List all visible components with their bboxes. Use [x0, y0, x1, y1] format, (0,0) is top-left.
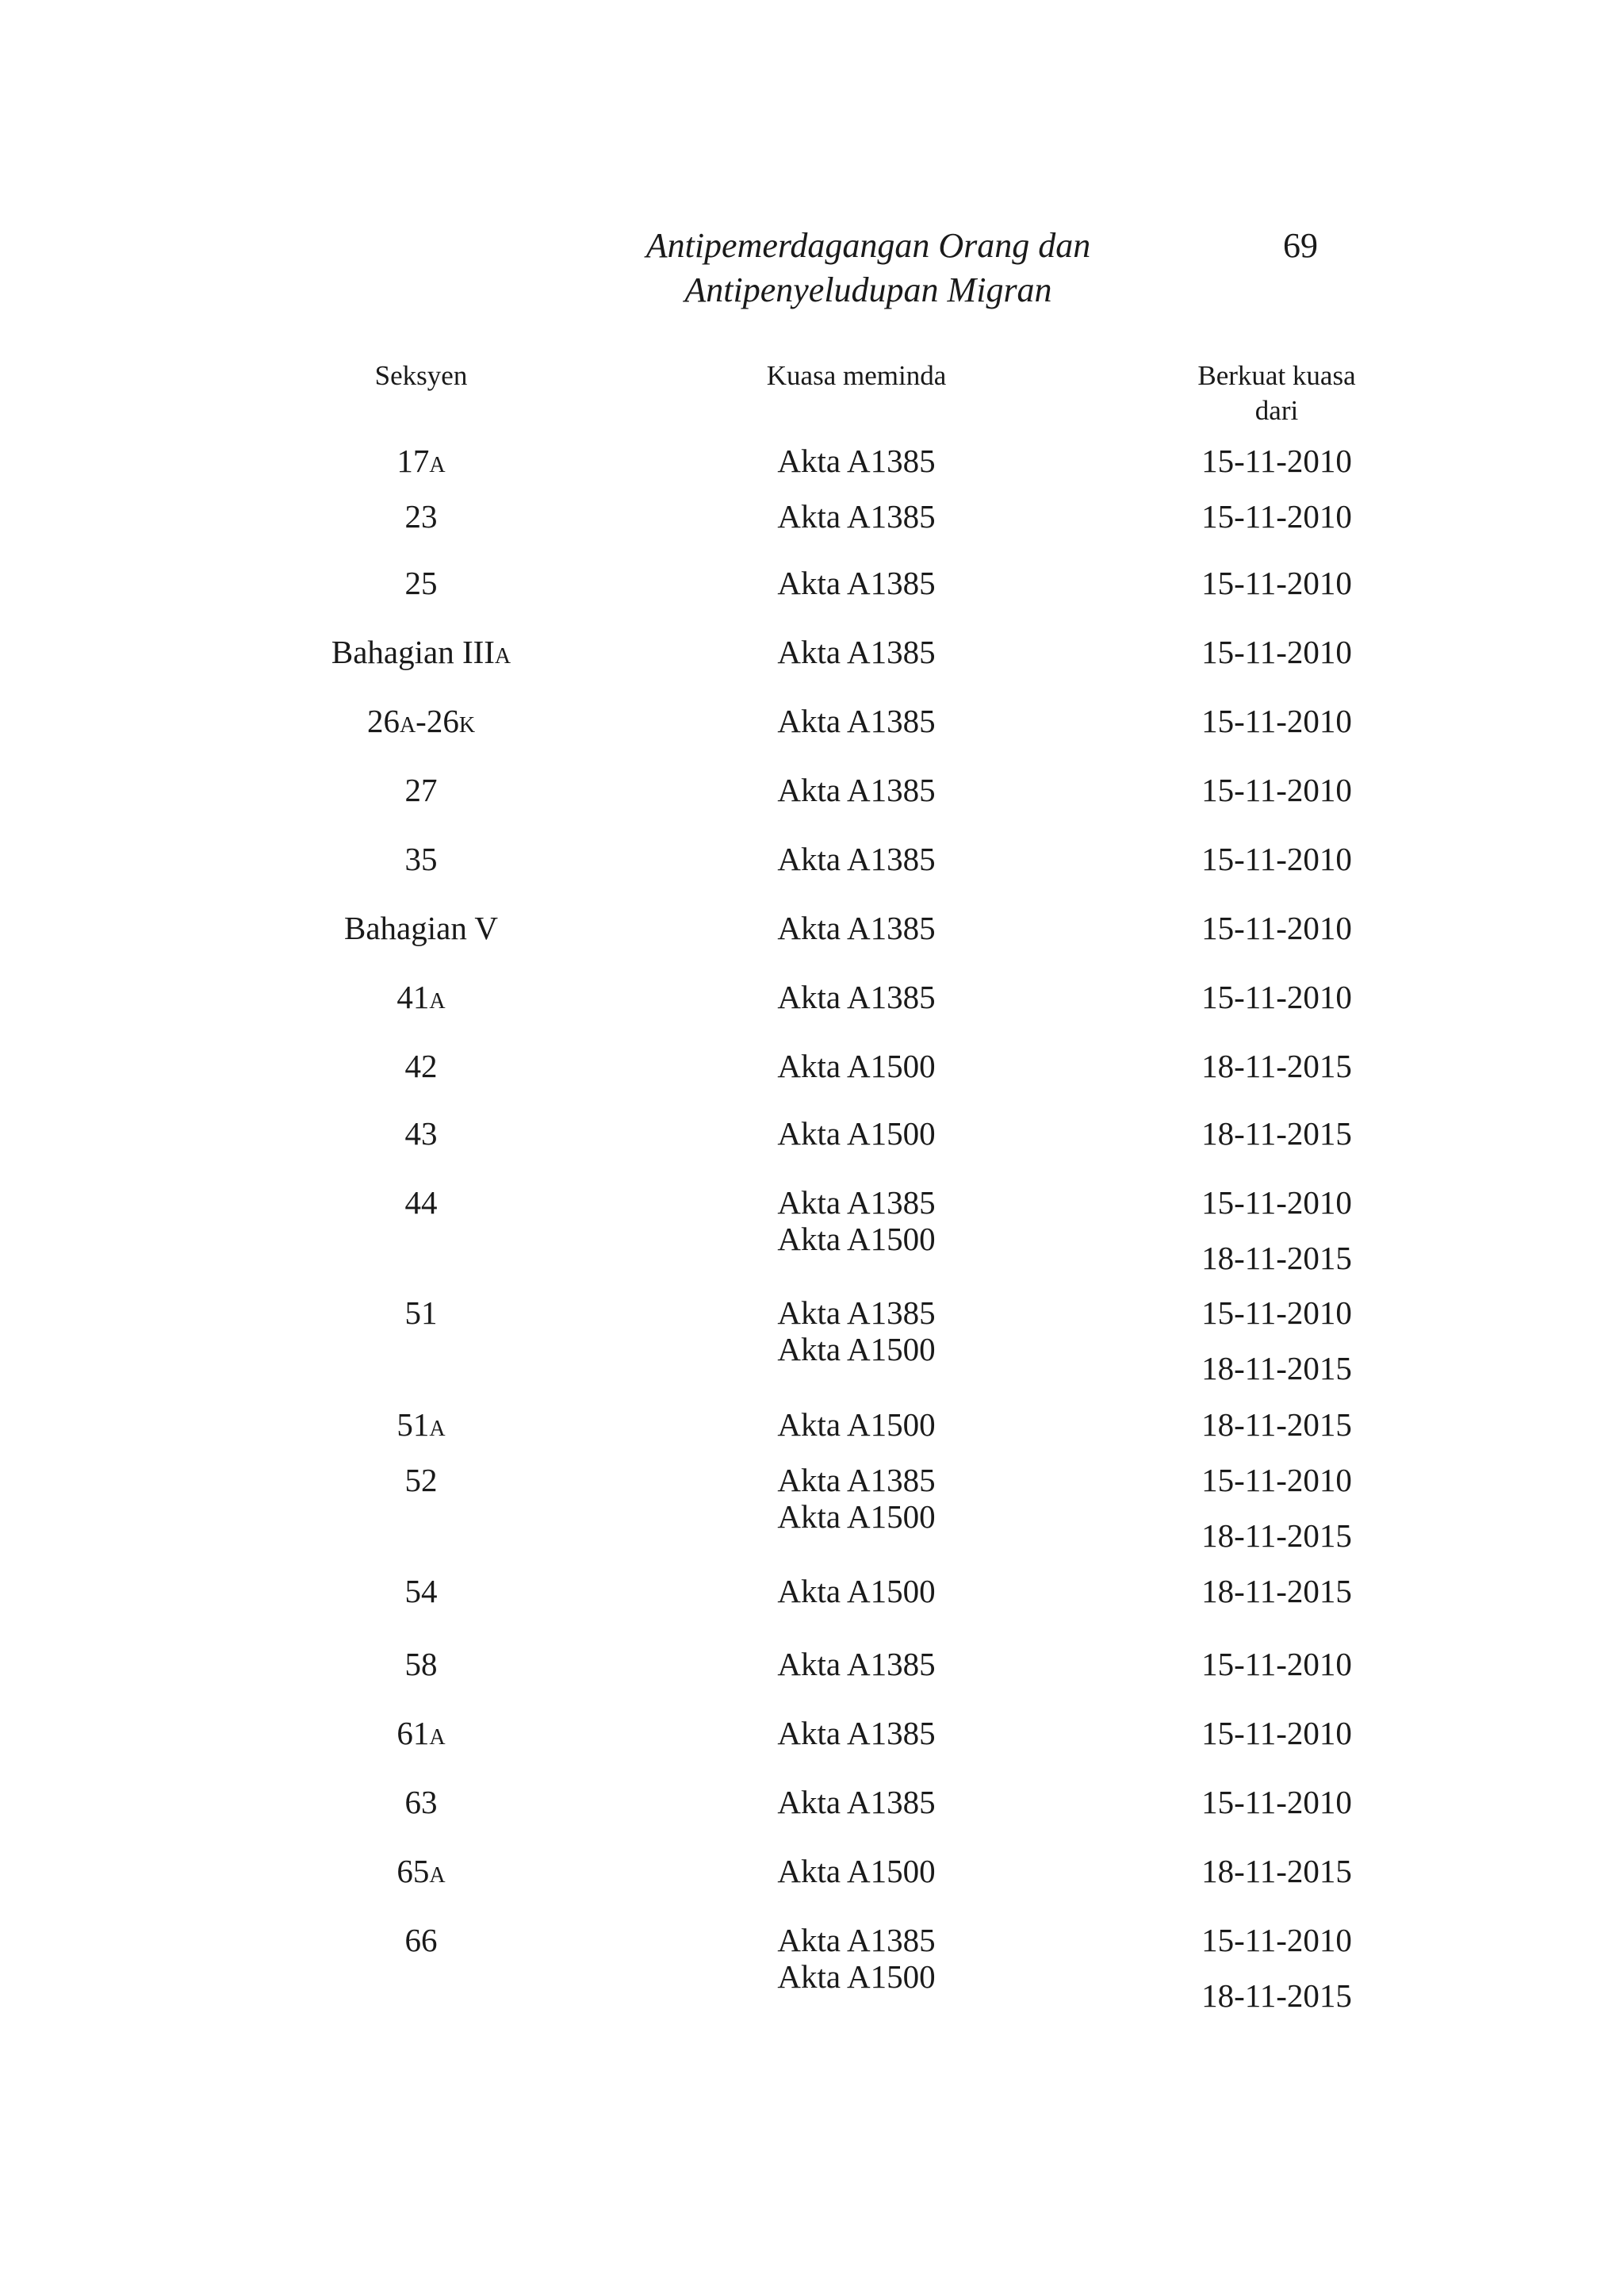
section-cell — [290, 443, 552, 484]
effective-date-cell — [1134, 634, 1419, 670]
effective-date-cell — [1134, 443, 1419, 479]
effective-date-cell — [1134, 498, 1419, 535]
amending-act: Akta A1500 — [777, 1115, 936, 1152]
effective-date-cell — [1134, 1184, 1419, 1276]
section-cell — [290, 1715, 552, 1756]
column-header-power: Kuasa meminda — [766, 360, 947, 391]
section-cell — [290, 1294, 552, 1331]
section-number: 66 — [404, 1922, 438, 1958]
table-row — [0, 1573, 1624, 1628]
effective-date: 15-11-2010 — [1201, 1922, 1352, 1958]
table-row — [0, 498, 1624, 554]
amending-act: Akta A1500 — [777, 1853, 936, 1889]
section-number: 41 — [396, 979, 430, 1015]
effective-date: 15-11-2010 — [1201, 634, 1352, 670]
section-number: 17 — [396, 443, 430, 479]
effective-date-cell — [1134, 1462, 1419, 1554]
amending-act: Akta A1385 — [777, 703, 936, 739]
power-cell — [698, 1048, 1015, 1084]
section-suffix-end: K — [458, 713, 476, 738]
table-row — [0, 1646, 1624, 1701]
amending-act: Akta A1385 — [777, 772, 936, 808]
section-cell — [290, 979, 552, 1020]
power-cell — [698, 565, 1015, 601]
effective-date-cell — [1134, 910, 1419, 946]
power-cell — [698, 703, 1015, 739]
section-suffix: A — [429, 989, 446, 1014]
title-line-1: Antipemerdagangan Orang dan — [645, 226, 1091, 265]
section-cell — [290, 703, 552, 744]
table-row — [0, 443, 1624, 498]
section-cell — [290, 841, 552, 877]
table-row — [0, 1784, 1624, 1839]
effective-date: 18-11-2015 — [1201, 1853, 1352, 1889]
power-cell — [698, 1462, 1015, 1535]
power-cell — [698, 1115, 1015, 1152]
effective-date-cell — [1134, 1406, 1419, 1443]
table-row — [0, 1294, 1624, 1386]
section-cell — [290, 772, 552, 808]
effective-date: 15-11-2010 — [1201, 498, 1352, 535]
amending-act: Akta A1385 — [777, 841, 936, 877]
effective-date-cell — [1134, 1853, 1419, 1889]
power-cell — [698, 1184, 1015, 1257]
section-number: 63 — [404, 1784, 438, 1820]
effective-date-cell — [1134, 1646, 1419, 1682]
effective-date-cell — [1134, 841, 1419, 877]
section-number: Bahagian V — [344, 910, 498, 946]
table-row — [0, 910, 1624, 965]
effective-date: 15-11-2010 — [1201, 1294, 1352, 1331]
section-number: 65 — [396, 1853, 430, 1889]
effective-date-cell — [1134, 1294, 1419, 1386]
power-cell — [698, 443, 1015, 479]
section-number: Bahagian III — [331, 634, 495, 670]
table-row — [0, 841, 1624, 896]
table-row — [0, 1922, 1624, 2014]
column-header-effective — [1134, 359, 1419, 428]
section-suffix: A — [494, 644, 511, 669]
section-suffix: A — [429, 1725, 446, 1750]
table-row — [0, 1715, 1624, 1770]
section-number: 54 — [404, 1573, 438, 1609]
power-cell — [698, 498, 1015, 535]
effective-date: 15-11-2010 — [1201, 1784, 1352, 1820]
section-cell — [290, 1784, 552, 1820]
effective-date-cell — [1134, 1048, 1419, 1084]
section-suffix: A — [429, 1863, 446, 1888]
table-row — [0, 772, 1624, 827]
section-number: 43 — [404, 1115, 438, 1152]
section-number: 42 — [404, 1048, 438, 1084]
section-number: 27 — [404, 772, 438, 808]
section-cell — [290, 634, 552, 675]
table-row — [0, 1853, 1624, 1908]
section-cell — [290, 1462, 552, 1498]
section-number: 51 — [396, 1406, 430, 1443]
power-cell — [698, 1294, 1015, 1367]
effective-date: 18-11-2015 — [1201, 1350, 1352, 1386]
section-cell — [290, 565, 552, 601]
effective-date: 18-11-2015 — [1201, 1406, 1352, 1443]
effective-date: 15-11-2010 — [1201, 1184, 1352, 1221]
amending-act: Akta A1500 — [777, 1498, 936, 1535]
amending-act: Akta A1385 — [777, 1184, 936, 1221]
power-cell — [698, 1406, 1015, 1443]
table-row — [0, 634, 1624, 689]
power-cell — [698, 634, 1015, 670]
section-suffix: A — [429, 453, 446, 477]
amending-act: Akta A1385 — [777, 1922, 936, 1958]
effective-date-cell — [1134, 703, 1419, 739]
table-row — [0, 979, 1624, 1034]
effective-date-cell — [1134, 1922, 1419, 2014]
title-line-2: Antipenyeludupan Migran — [684, 270, 1052, 309]
amending-act: Akta A1385 — [777, 1715, 936, 1751]
effective-date-cell — [1134, 1784, 1419, 1820]
effective-date-cell — [1134, 565, 1419, 601]
column-header-effective-line-1: Berkuat kuasa — [1197, 360, 1356, 391]
table-row — [0, 1115, 1624, 1171]
power-cell — [698, 841, 1015, 877]
effective-date: 18-11-2015 — [1201, 1517, 1352, 1554]
effective-date: 18-11-2015 — [1201, 1240, 1352, 1276]
amending-act: Akta A1385 — [777, 634, 936, 670]
effective-date: 15-11-2010 — [1201, 565, 1352, 601]
section-number: 26 — [366, 703, 400, 739]
amending-act: Akta A1385 — [777, 443, 936, 479]
amending-act: Akta A1500 — [777, 1331, 936, 1367]
power-cell — [698, 979, 1015, 1015]
amending-act: Akta A1385 — [777, 1646, 936, 1682]
section-cell — [290, 1048, 552, 1084]
page-title — [492, 224, 1245, 313]
effective-date-cell — [1134, 979, 1419, 1015]
power-cell — [698, 910, 1015, 946]
amending-act: Akta A1385 — [777, 565, 936, 601]
power-cell — [698, 1715, 1015, 1751]
section-cell — [290, 910, 552, 946]
amending-act: Akta A1500 — [777, 1573, 936, 1609]
section-cell — [290, 1853, 552, 1894]
effective-date: 18-11-2015 — [1201, 1573, 1352, 1609]
amending-act: Akta A1500 — [777, 1406, 936, 1443]
section-suffix: A — [399, 713, 416, 738]
effective-date: 15-11-2010 — [1201, 841, 1352, 877]
effective-date: 15-11-2010 — [1201, 1715, 1352, 1751]
section-range-end: -26 — [416, 703, 459, 739]
amending-act: Akta A1500 — [777, 1221, 936, 1257]
page-number: 69 — [1283, 226, 1318, 265]
section-cell — [290, 1573, 552, 1609]
effective-date: 15-11-2010 — [1201, 1646, 1352, 1682]
section-cell — [290, 1922, 552, 1958]
effective-date: 15-11-2010 — [1201, 979, 1352, 1015]
effective-date: 18-11-2015 — [1201, 1115, 1352, 1152]
column-header-section: Seksyen — [374, 360, 468, 391]
effective-date-cell — [1134, 772, 1419, 808]
power-cell — [698, 1784, 1015, 1820]
table-row — [0, 565, 1624, 620]
table-row — [0, 1184, 1624, 1276]
amending-act: Akta A1385 — [777, 979, 936, 1015]
effective-date: 15-11-2010 — [1201, 443, 1352, 479]
power-cell — [698, 1573, 1015, 1609]
power-cell — [698, 1646, 1015, 1682]
section-number: 44 — [404, 1184, 438, 1221]
power-cell — [698, 1922, 1015, 1995]
table-row — [0, 703, 1624, 758]
power-cell — [698, 772, 1015, 808]
table-row — [0, 1406, 1624, 1462]
amending-act: Akta A1385 — [777, 498, 936, 535]
section-number: 58 — [404, 1646, 438, 1682]
effective-date: 18-11-2015 — [1201, 1048, 1352, 1084]
effective-date-cell — [1134, 1715, 1419, 1751]
section-number: 23 — [404, 498, 438, 535]
section-number: 51 — [404, 1294, 438, 1331]
section-cell — [290, 1646, 552, 1682]
effective-date: 15-11-2010 — [1201, 1462, 1352, 1498]
effective-date: 18-11-2015 — [1201, 1977, 1352, 2014]
power-cell — [698, 1853, 1015, 1889]
amending-act: Akta A1385 — [777, 1784, 936, 1820]
effective-date: 15-11-2010 — [1201, 703, 1352, 739]
section-cell — [290, 1406, 552, 1448]
table-row — [0, 1048, 1624, 1103]
effective-date-cell — [1134, 1115, 1419, 1152]
section-number: 61 — [396, 1715, 430, 1751]
section-cell — [290, 1115, 552, 1152]
table-row — [0, 1462, 1624, 1554]
column-header-effective-line-2: dari — [1254, 395, 1299, 426]
amending-act: Akta A1500 — [777, 1048, 936, 1084]
effective-date: 15-11-2010 — [1201, 772, 1352, 808]
section-number: 35 — [404, 841, 438, 877]
section-suffix: A — [429, 1417, 446, 1441]
amending-act: Akta A1385 — [777, 1294, 936, 1331]
effective-date-cell — [1134, 1573, 1419, 1609]
section-cell — [290, 1184, 552, 1221]
amending-act: Akta A1500 — [777, 1958, 936, 1995]
amending-act: Akta A1385 — [777, 1462, 936, 1498]
section-number: 25 — [404, 565, 438, 601]
amending-act: Akta A1385 — [777, 910, 936, 946]
section-number: 52 — [404, 1462, 438, 1498]
effective-date: 15-11-2010 — [1201, 910, 1352, 946]
section-cell — [290, 498, 552, 535]
